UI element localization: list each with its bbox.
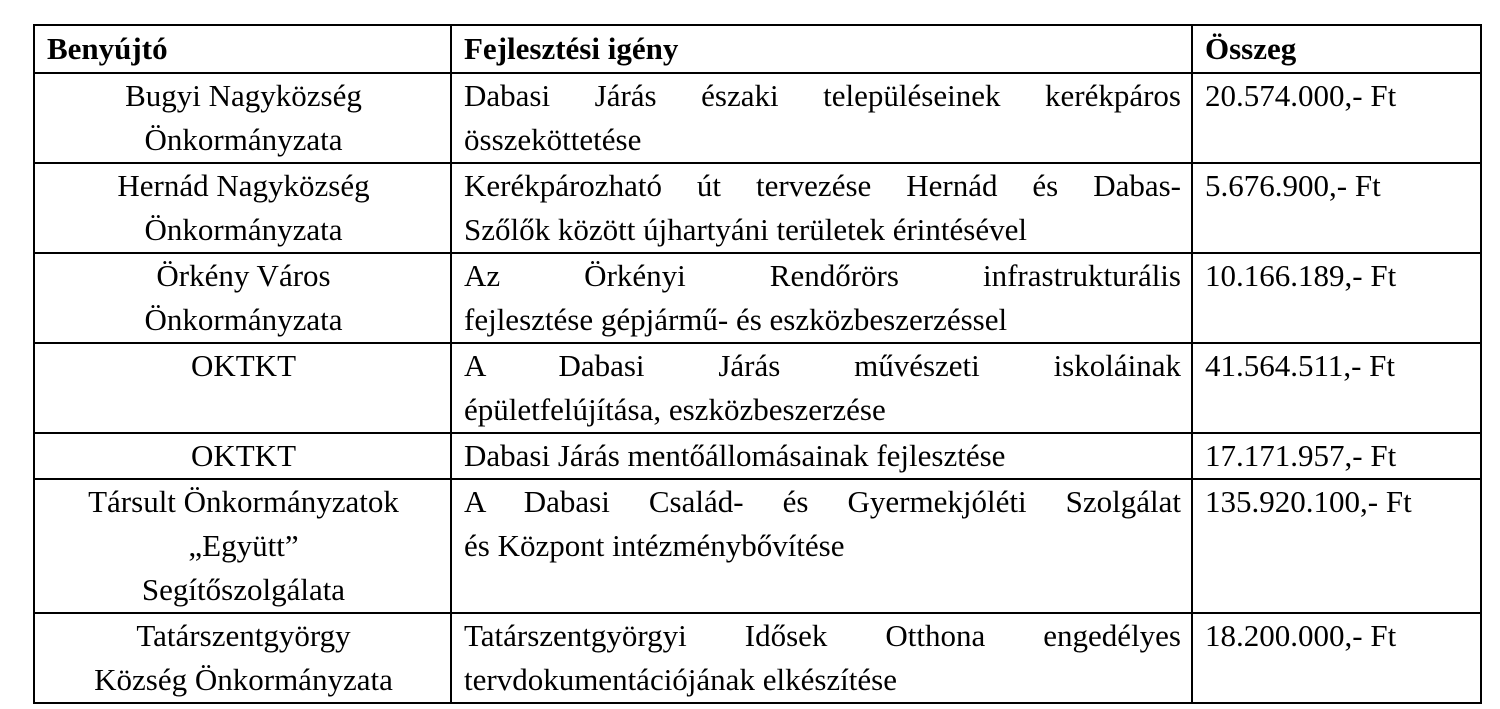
need-line: Kerékpározható út tervezése Hernád és Dabas- <box>464 168 1181 203</box>
submitter-cell <box>34 73 451 163</box>
table-row <box>34 613 1481 703</box>
need-cell <box>451 253 1192 343</box>
need-cell <box>451 73 1192 163</box>
amount-cell: 5.676.900,- Ft <box>1192 163 1481 253</box>
table-row <box>34 73 1481 163</box>
need-cell <box>451 343 1192 433</box>
need-line: fejlesztése gépjármű- és eszközbeszerzéssel <box>464 302 1008 337</box>
need-line: Tatárszentgyörgyi Idősek Otthona engedélyes <box>464 618 1181 653</box>
submitter-line: Önkormányzata <box>144 212 343 247</box>
submitter-cell <box>34 253 451 343</box>
need-cell <box>451 433 1192 479</box>
submitter-line: Bugyi Nagyközség <box>125 78 362 113</box>
need-cell <box>451 479 1192 613</box>
submitter-line: Segítőszolgálata <box>141 572 346 607</box>
need-line: Az Örkényi Rendőrörs infrastrukturális <box>464 258 1181 293</box>
table-row <box>34 253 1481 343</box>
amount-cell: 135.920.100,- Ft <box>1192 479 1481 613</box>
need-line: A Dabasi Család- és Gyermekjóléti Szolgálat <box>464 484 1181 519</box>
need-line: Szőlők között újhartyáni területek érintésével <box>464 212 1027 247</box>
submitter-cell <box>34 613 451 703</box>
submitter-line: „Együtt” <box>188 528 299 563</box>
submitter-line: Önkormányzata <box>144 122 343 157</box>
table-row <box>34 343 1481 433</box>
submitter-line: OKTKT <box>190 438 297 473</box>
need-line: Dabasi Járás mentőállomásainak fejlesztése <box>464 438 1006 473</box>
need-line: tervdokumentációjának elkészítése <box>464 662 897 697</box>
submitter-line: Önkormányzata <box>144 302 343 337</box>
submitter-line: Község Önkormányzata <box>94 662 393 697</box>
submitter-line: OKTKT <box>190 348 297 383</box>
submitter-cell <box>34 479 451 613</box>
amount-cell: 10.166.189,- Ft <box>1192 253 1481 343</box>
need-line: összeköttetése <box>464 122 642 157</box>
submitter-cell <box>34 343 451 433</box>
submitter-line: Társult Önkormányzatok <box>88 484 399 519</box>
need-line: Dabasi Járás északi településeinek kerékpáros <box>464 78 1181 113</box>
need-line: és Központ intézménybővítése <box>464 528 845 563</box>
submitter-cell <box>34 433 451 479</box>
header-development-need: Fejlesztési igény <box>451 25 1192 73</box>
amount-cell: 41.564.511,- Ft <box>1192 343 1481 433</box>
table-header-row <box>34 25 1481 73</box>
need-line: épületfelújítása, eszközbeszerzése <box>464 392 886 427</box>
amount-cell: 18.200.000,- Ft <box>1192 613 1481 703</box>
header-submitter: Benyújtó <box>34 25 451 73</box>
submitter-line: Hernád Nagyközség <box>117 168 370 203</box>
table-row <box>34 433 1481 479</box>
submitter-line: Tatárszentgyörgy <box>136 618 351 653</box>
amount-cell: 17.171.957,- Ft <box>1192 433 1481 479</box>
funding-requests-table <box>33 24 1482 704</box>
need-line: A Dabasi Járás művészeti iskoláinak <box>464 348 1181 383</box>
need-cell <box>451 163 1192 253</box>
submitter-line: Örkény Város <box>156 258 331 293</box>
need-cell <box>451 613 1192 703</box>
table-row <box>34 479 1481 613</box>
table-row <box>34 163 1481 253</box>
header-amount: Összeg <box>1192 25 1481 73</box>
submitter-cell <box>34 163 451 253</box>
amount-cell: 20.574.000,- Ft <box>1192 73 1481 163</box>
